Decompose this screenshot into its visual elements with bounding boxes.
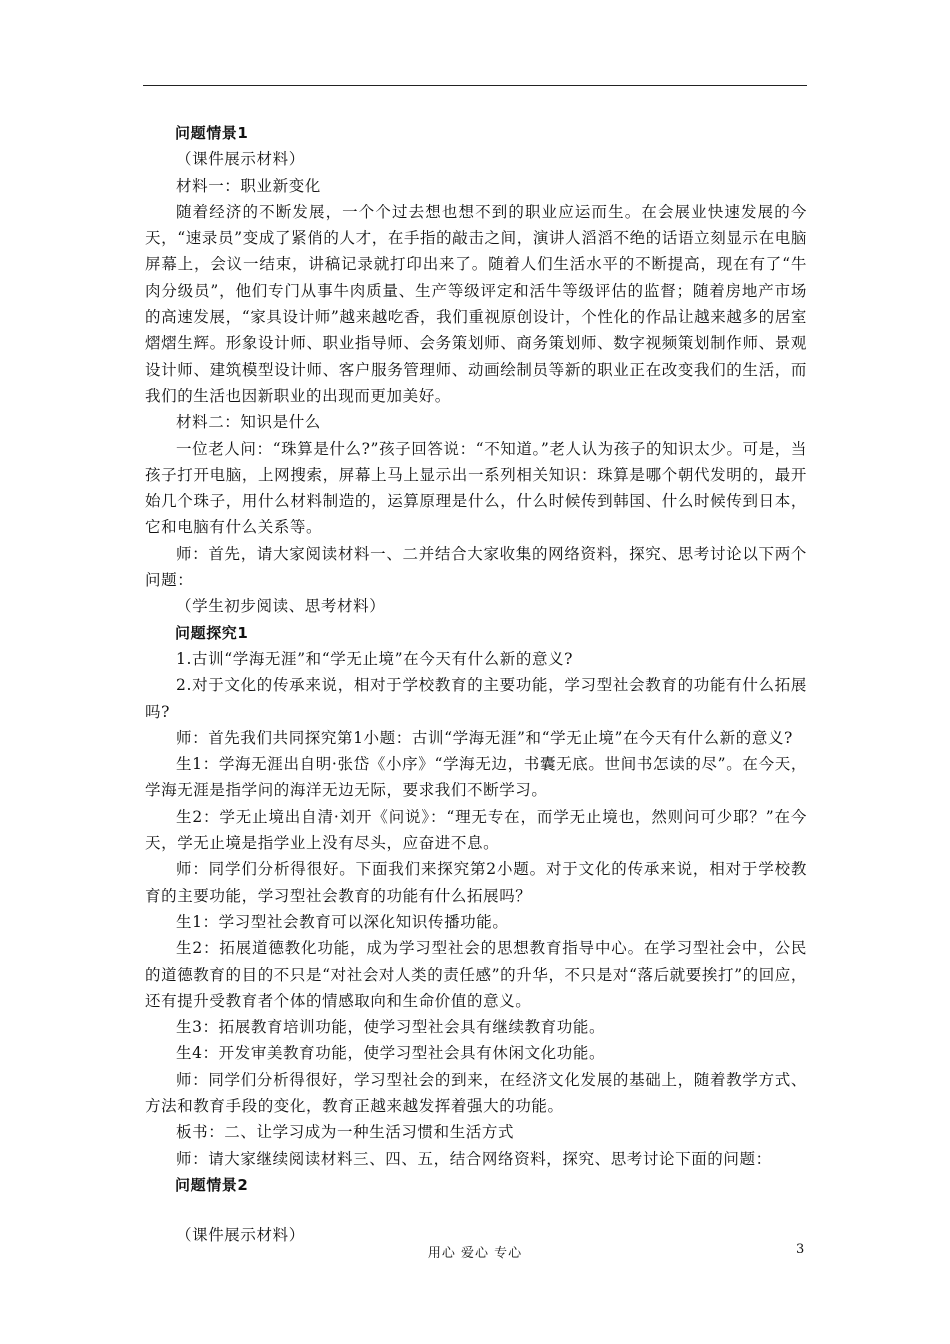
paragraph: 1.古训“学海无涯”和“学无止境”在今天有什么新的意义? bbox=[176, 649, 574, 668]
paragraph: 材料一：职业新变化 bbox=[176, 176, 321, 195]
paragraph: 一位老人问：“珠算是什么?”孩子回答说：“不知道。”老人认为孩子的知识太少。可是，当孩子打开电脑，上网搜索，屏幕上马上显示出一系列相关知识：珠算是哪个朝代发明的，最开始几个珠子，用什么材料制造的，运算原理是什么，什么时候传到韩国、什么时候传到日本，它和电脑有什么关系等。 bbox=[145, 439, 807, 537]
paragraph: 板书：二、让学习成为一种生活习惯和生活方式 bbox=[176, 1123, 515, 1142]
paragraph: 师：首先，请大家阅读材料一、二并结合大家收集的网络资料，探究、思考讨论以下两个问题： bbox=[145, 544, 807, 590]
paragraph: （学生初步阅读、思考材料） bbox=[176, 597, 386, 616]
paragraph: （课件展示材料） bbox=[176, 1226, 305, 1245]
section-heading: 问题情景1 bbox=[175, 124, 249, 142]
paragraph: 生3：拓展教育培训功能，使学习型社会具有继续教育功能。 bbox=[176, 1018, 606, 1037]
document-body bbox=[145, 120, 807, 1248]
footer-slogan: 用心 爱心 专心 bbox=[427, 1246, 523, 1261]
header-rule bbox=[143, 85, 807, 86]
paragraph: 师：同学们分析得很好，学习型社会的到来，在经济文化发展的基础上，随着教学方式、方法和教育手段的变化，教育正越来越发挥着强大的功能。 bbox=[145, 1070, 807, 1115]
paragraph: 2.对于文化的传承来说，相对于学校教育的主要功能，学习型社会教育的功能有什么拓展吗? bbox=[145, 676, 807, 721]
paragraph: 材料二：知识是什么 bbox=[176, 413, 321, 432]
paragraph: 生2：学无止境出自清·刘开《问说》：“理无专在，而学无止境也，然则问可少耶？”在今天，学无止境是指学业上没有尽头，应奋进不息。 bbox=[145, 807, 807, 853]
paragraph: 生1：学海无涯出自明·张岱《小序》“学海无边，书囊无底。世间书怎读的尽”。在今天，学海无涯是指学问的海洋无边无际，要求我们不断学习。 bbox=[145, 755, 807, 800]
section-heading: 问题探究1 bbox=[175, 623, 249, 642]
paragraph: 生2：拓展道德教化功能，成为学习型社会的思想教育指导中心。在学习型社会中，公民的道德教育的目的不只是“对社会对人类的责任感”的升华，不只是对“落后就要挨打”的回应，还有提升受教育者个体的情感取向和生命价值的意义。 bbox=[145, 939, 807, 1010]
section-heading: 问题情景2 bbox=[175, 1175, 249, 1194]
paragraph: 生1：学习型社会教育可以深化知识传播功能。 bbox=[176, 912, 509, 931]
paragraph: 随着经济的不断发展，一个个过去想也想不到的职业应运而生。在会展业快速发展的今天，“速录员”变成了紧俏的人才，在手指的敲击之间，演讲人滔滔不绝的话语立刻显示在电脑屏幕上，会议一结束，讲稿记录就打印出来了。随着人们生活水平的不断提高，现在有了“牛肉分级员”，他们专门从事牛肉质量、生产等级评定和活牛等级评估的监督；随着房地产市场的高速发展，“家具设计师”越来越吃香，我们重视原创设计，个性化的作品让越来越多的居室熠熠生辉。形象设计师、职业指导师、会务策划师、商务策划师、数字视频策划制作师、景观设计师、建筑模型设计师、客户服务管理师、动画绘制员等新的职业正在改变我们的生活，而我们的生活也因新职业的出现而更加美好。 bbox=[145, 202, 807, 405]
paragraph: 师：首先我们共同探究第1小题：古训“学海无涯”和“学无止境”在今天有什么新的意义? bbox=[176, 728, 793, 747]
paragraph: （课件展示材料） bbox=[176, 150, 305, 169]
paragraph: 师：请大家继续阅读材料三、四、五，结合网络资料，探究、思考讨论下面的问题： bbox=[176, 1149, 772, 1168]
paragraph: 师：同学们分析得很好。下面我们来探究第2小题。对于文化的传承来说，相对于学校教育的主要功能，学习型社会教育的功能有什么拓展吗？ bbox=[145, 860, 807, 905]
page-number: 3 bbox=[796, 1242, 805, 1257]
paragraph: 生4：开发审美教育功能，使学习型社会具有休闲文化功能。 bbox=[176, 1044, 606, 1063]
